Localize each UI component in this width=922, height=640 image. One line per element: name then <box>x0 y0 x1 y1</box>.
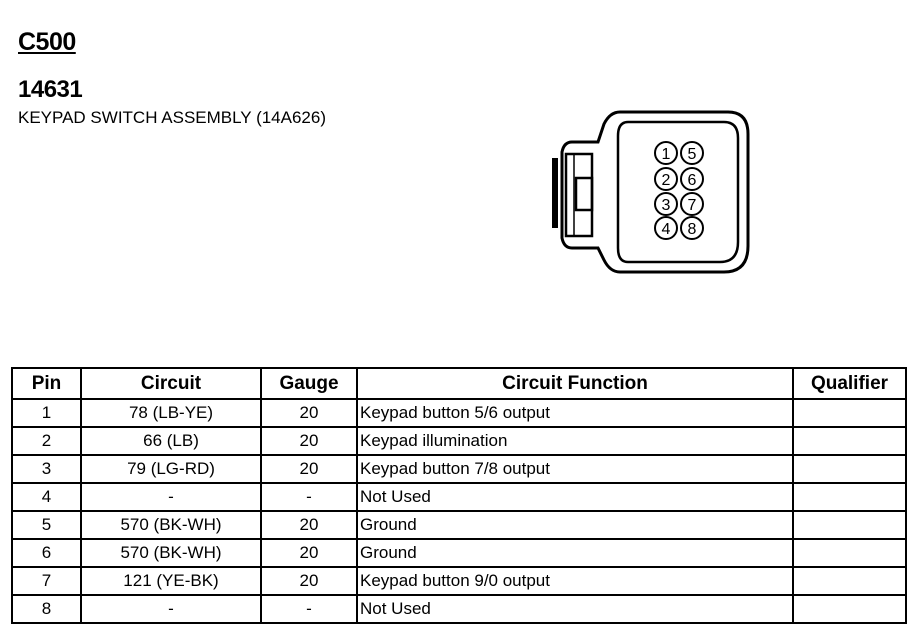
function-cell: Ground <box>357 539 793 567</box>
pin-label-6: 6 <box>687 172 697 189</box>
table-row <box>12 483 906 511</box>
pin-cell: 8 <box>12 595 81 623</box>
function-cell: Keypad button 5/6 output <box>357 399 793 427</box>
qualifier-cell <box>793 483 906 511</box>
header-circuit: Circuit <box>81 368 261 399</box>
header-qualifier: Qualifier <box>793 368 906 399</box>
pin-cavity-1 <box>655 142 677 164</box>
circuit-cell: 78 (LB-YE) <box>81 399 261 427</box>
gauge-cell: 20 <box>261 427 357 455</box>
pin-cell: 7 <box>12 567 81 595</box>
table-row <box>12 399 906 427</box>
circuit-cell: - <box>81 595 261 623</box>
gauge-cell: 20 <box>261 511 357 539</box>
pin-cavity-3 <box>655 193 677 215</box>
pin-label-7: 7 <box>687 197 697 214</box>
pin-cavity-8 <box>681 217 703 239</box>
gauge-cell: 20 <box>261 567 357 595</box>
gauge-cell: - <box>261 595 357 623</box>
connector-rib <box>552 158 558 228</box>
pin-label-1: 1 <box>661 146 671 163</box>
pin-cavity-7 <box>681 193 703 215</box>
function-cell: Not Used <box>357 595 793 623</box>
table-header-row <box>12 368 906 399</box>
pin-cell: 1 <box>12 399 81 427</box>
table-row <box>12 455 906 483</box>
header-gauge: Gauge <box>261 368 357 399</box>
pin-cell: 3 <box>12 455 81 483</box>
header-circuit-function: Circuit Function <box>357 368 793 399</box>
connector-inner-face <box>618 122 738 262</box>
qualifier-cell <box>793 511 906 539</box>
circuit-cell: 66 (LB) <box>81 427 261 455</box>
gauge-cell: 20 <box>261 455 357 483</box>
qualifier-cell <box>793 595 906 623</box>
connector-face-diagram <box>548 108 754 278</box>
pin-cavity-4 <box>655 217 677 239</box>
circuit-cell: 121 (YE-BK) <box>81 567 261 595</box>
table-row <box>12 427 906 455</box>
qualifier-cell <box>793 455 906 483</box>
function-cell: Keypad button 7/8 output <box>357 455 793 483</box>
circuit-cell: - <box>81 483 261 511</box>
pin-cell: 5 <box>12 511 81 539</box>
qualifier-cell <box>793 399 906 427</box>
qualifier-cell <box>793 567 906 595</box>
pin-cavity-5 <box>681 142 703 164</box>
pin-label-5: 5 <box>687 146 697 163</box>
pin-cavity-6 <box>681 168 703 190</box>
pin-label-4: 4 <box>661 221 671 238</box>
table-row <box>12 567 906 595</box>
table-row <box>12 511 906 539</box>
header-pin: Pin <box>12 368 81 399</box>
pin-label-3: 3 <box>661 197 671 214</box>
function-cell: Ground <box>357 511 793 539</box>
pin-cell: 6 <box>12 539 81 567</box>
function-cell: Not Used <box>357 483 793 511</box>
gauge-cell: 20 <box>261 399 357 427</box>
connector-latch <box>566 154 592 236</box>
pin-cell: 4 <box>12 483 81 511</box>
function-cell: Keypad illumination <box>357 427 793 455</box>
pin-label-2: 2 <box>661 172 671 189</box>
table-row <box>12 595 906 623</box>
connector-latch-slot <box>576 178 592 210</box>
function-cell: Keypad button 9/0 output <box>357 567 793 595</box>
pin-label-8: 8 <box>687 221 697 238</box>
pin-cell: 2 <box>12 427 81 455</box>
table-row <box>12 539 906 567</box>
qualifier-cell <box>793 427 906 455</box>
gauge-cell: - <box>261 483 357 511</box>
part-number: 14631 <box>18 76 83 103</box>
circuit-cell: 570 (BK-WH) <box>81 539 261 567</box>
gauge-cell: 20 <box>261 539 357 567</box>
part-name: KEYPAD SWITCH ASSEMBLY (14A626) <box>18 108 327 127</box>
qualifier-cell <box>793 539 906 567</box>
pin-cavity-2 <box>655 168 677 190</box>
connector-shell <box>562 112 748 272</box>
pin-table <box>11 367 907 624</box>
circuit-cell: 570 (BK-WH) <box>81 511 261 539</box>
connector-id: C500 <box>18 28 76 56</box>
circuit-cell: 79 (LG-RD) <box>81 455 261 483</box>
